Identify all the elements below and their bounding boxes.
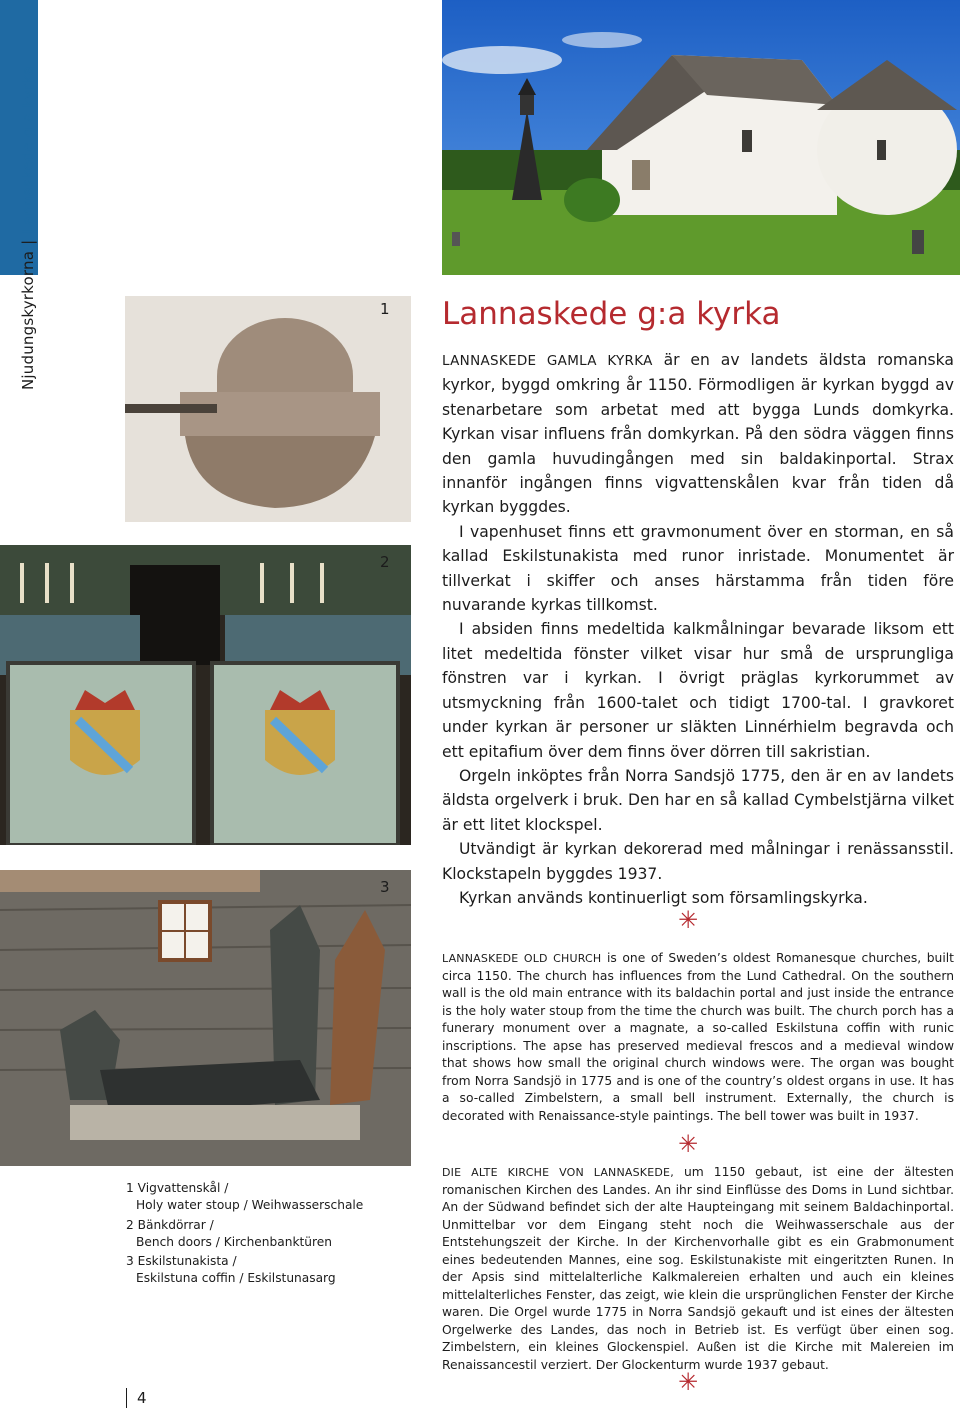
english-paragraph xyxy=(442,950,954,1125)
photo-number-1: 1 xyxy=(380,300,390,318)
photo-captions xyxy=(126,1180,386,1290)
divider-asterisk-2: ✳ xyxy=(678,1130,699,1158)
caption-3 xyxy=(126,1253,386,1288)
german-paragraph xyxy=(442,1164,954,1374)
eskilstuna-coffin-photo xyxy=(0,870,411,1166)
bench-doors-photo xyxy=(0,545,411,845)
english-body-text xyxy=(442,950,954,1125)
divider-asterisk-1: ✳ xyxy=(678,906,699,934)
holy-water-stoup-photo xyxy=(125,296,411,522)
photo-number-3: 3 xyxy=(380,878,390,896)
english-text: is one of Sweden’s oldest Romanesque churches, built circa 1150. The church has influences from the Lund Cathedral. On the southern wall is the old main entrance with its baldachin portal and just inside the entrance is the holy water stoup from the time the church was built. The church porch has a funerary monument over a magnate, a so-called Eskilstuna coffin with runic inscriptions. The apse has preserved medieval frescos and a medieval window that shows how small the original church windows were. The organ was bought from Norra Sandsjö in 1775 and is one of the country’s oldest organs in use. It has a so-called Zimbelstern, a small bell instrument. Externally, the church is decorated with Renaissance-style paintings. The bell tower was built in 1937. xyxy=(442,951,954,1123)
caption-2 xyxy=(126,1217,386,1252)
swedish-paragraph-2: I vapenhuset finns ett gravmonument över en storman, en så kallad Eskilstunakista med runor inristade. Monumentet är tillverkat i skiffer och anses härstamma från tiden före nuvarande kyrkas tillkomst. xyxy=(442,522,954,615)
caption-3-sub: Eskilstuna coffin / Eskilstunasarg xyxy=(136,1271,336,1286)
caption-3-head: 3 Eskilstunakista / xyxy=(126,1254,237,1269)
caption-2-sub: Bench doors / Kirchenbanktüren xyxy=(136,1234,332,1249)
swedish-paragraph-3: I absiden finns medeltida kalkmålningar bevarade liksom ett litet medeltida fönster vilket visar hur små de ursprungliga fönstren var i kyrkan. I övrigt präglas kyrkorummet av utsmyckning från 1600-talet och tidigt 1700-tal. I gravkoret under kyrkan är personer ur släkten Linnérhielm begravda och ett epitafium över dem finns över dörren till sakristian. xyxy=(442,620,954,761)
page-number: 4 xyxy=(126,1388,147,1408)
swedish-paragraph-5: Utvändigt är kyrkan dekorerad med målningar i renässansstil. Klockstapeln byggdes 1937. xyxy=(442,840,954,883)
caption-2-head: 2 Bänkdörrar / xyxy=(126,1217,214,1232)
sidebar-church-label: Lannaskede g:a kyrka xyxy=(19,65,37,234)
german-lead: DIE ALTE KIRCHE VON LANNASKEDE, xyxy=(442,1166,674,1179)
swedish-lead: LANNASKEDE GAMLA KYRKA xyxy=(442,353,653,369)
sidebar-section-label: Njudungskyrkorna xyxy=(19,250,37,390)
swedish-paragraph-6: Kyrkan används kontinuerligt som församlingskyrka. xyxy=(459,888,868,907)
swedish-paragraph-1-text: är en av landets äldsta romanska kyrkor, byggd omkring år 1150. Förmodligen är kyrkan byggd av stenarbetare som arbetat med att bygga Lunds domkyrka. Kyrkan visar influens från domkyrkan. På den södra väggen finns den gamla huvudingången med sin baldakinportal. Strax innanför ingången finns vigvattenskålen kvar från tiden då kyrkan byggdes. xyxy=(442,351,954,517)
caption-1 xyxy=(126,1180,386,1215)
caption-1-sub: Holy water stoup / Weihwasserschale xyxy=(136,1198,364,1213)
church-exterior-photo xyxy=(442,0,960,275)
swedish-paragraph-1 xyxy=(442,348,954,520)
english-lead: LANNASKEDE OLD CHURCH xyxy=(442,952,602,965)
photo-number-2: 2 xyxy=(380,553,390,571)
swedish-paragraph-4: Orgeln inköptes från Norra Sandsjö 1775, den är en av landets äldsta orgelverk i bruk. Den har en så kallad Cymbelstjärna vilket är ett litet klockspel. xyxy=(442,766,954,834)
sidebar-separator: | xyxy=(19,239,37,245)
swedish-body-text xyxy=(442,348,954,910)
caption-1-head: 1 Vigvattenskål / xyxy=(126,1181,229,1195)
german-body-text xyxy=(442,1164,954,1374)
page-title: Lannaskede g:a kyrka xyxy=(442,296,781,332)
divider-asterisk-3: ✳ xyxy=(678,1368,699,1396)
sidebar-running-header xyxy=(19,66,37,390)
german-text: um 1150 gebaut, ist eine der ältesten romanischen Kirchen des Landes. An ihr sind Einflüsse des Doms in Lund sichtbar. An der Südwand befindet sich der alte Haupteingang mit seinem Baldachinportal. Unmittelbar vor dem Eingang steht noch die Weihwasserschale aus der Entstehungszeit der Kirche. In der Kirchenvorhalle gibt es ein Grabmonument eines bedeutenden Mannes, eine sog. Eskilstunakiste mit eingeritzten Runen. In der Apsis sind mittelalterliche Kalkmalereien erhalten und auch ein kleines mittelalterliches Fenster, das zeigt, wie klein die ursprünglichen Fenster der Kirche waren. Die Orgel wurde 1775 in Norra Sandsjö gekauft und ist eines der ältesten Orgelwerke des Landes, das noch in Betrieb ist. Es verfügt über einen sog. Zimbelstern, ein kleines Glockenspiel. Außen ist die Kirche mit Malereien im Renaissancestil verziert. Der Glockenturm wurde 1937 gebaut. xyxy=(442,1165,954,1372)
